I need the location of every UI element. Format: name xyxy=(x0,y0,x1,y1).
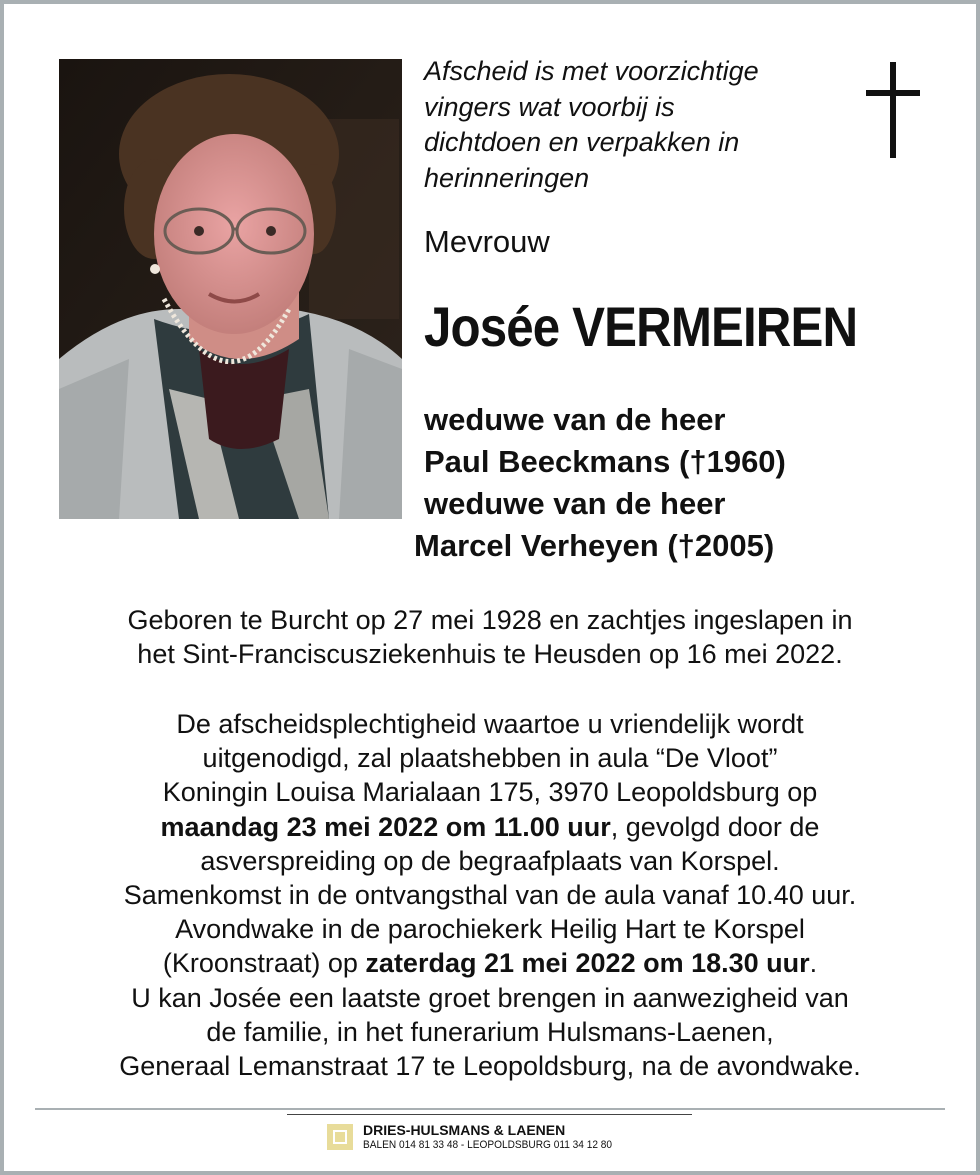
service-line: Avondwake in de parochiekerk Heilig Hart te Korspel xyxy=(175,914,805,945)
spouse-line: Paul Beeckmans (†1960) xyxy=(424,444,786,479)
service-line xyxy=(0,946,980,980)
cross-icon xyxy=(866,62,920,158)
poem-line: dichtdoen en verpakken in xyxy=(424,127,740,157)
service-line: De afscheidsplechtigheid waartoe u vriendelijk wordt xyxy=(176,709,804,739)
birth-line: Geboren te Burcht op 27 mei 1928 en zachtjes ingeslapen in xyxy=(127,605,853,635)
service-line: asverspreiding op de begraafplaats van Korspel. xyxy=(200,845,780,876)
service-text: . xyxy=(809,948,818,979)
service-text: (Kroonstraat) op xyxy=(162,948,366,979)
service-line: U kan Josée een laatste groet brengen in aanwezigheid van xyxy=(131,982,849,1013)
service-line: Samenkomst in de ontvangsthal van de aula vanaf 10.40 uur. xyxy=(123,880,857,911)
service-date: maandag 23 mei 2022 om 11.00 uur xyxy=(160,811,611,842)
poem xyxy=(424,54,844,196)
divider xyxy=(35,1108,945,1110)
service-line: de familie, in het funerarium Hulsmans-Laenen, xyxy=(206,1016,774,1047)
spouse-line: Marcel Verheyen (†2005) xyxy=(414,528,775,563)
poem-line: herinneringen xyxy=(424,162,590,193)
portrait-photo xyxy=(59,59,402,519)
poem-line: Afscheid is met voorzichtige xyxy=(424,56,759,86)
service-paragraph xyxy=(0,707,980,1083)
poem-line: vingers wat voorbij is xyxy=(424,91,675,122)
honorific: Mevrouw xyxy=(424,224,550,259)
service-text: , gevolgd door de xyxy=(610,811,820,842)
service-line: uitgenodigd, zal plaatshebben in aula “De Vloot” xyxy=(202,743,778,774)
funeral-home-footer xyxy=(287,1114,692,1159)
deceased-name: Josée VERMEIREN xyxy=(424,295,858,358)
service-line: Koningin Louisa Marialaan 175, 3970 Leopoldsburg op xyxy=(162,777,818,808)
funeral-home-name: DRIES-HULSMANS & LAENEN xyxy=(363,1122,566,1138)
service-line xyxy=(0,810,980,844)
service-line: Generaal Lemanstraat 17 te Leopoldsburg, na de avondwake. xyxy=(119,1051,861,1082)
birth-line: het Sint-Franciscusziekenhuis te Heusden op 16 mei 2022. xyxy=(137,639,843,669)
funeral-home-address: BALEN 014 81 33 48 - LEOPOLDSBURG 011 34 12 80 xyxy=(363,1139,613,1151)
birth-paragraph xyxy=(0,603,980,671)
spouse-line: weduwe van de heer xyxy=(424,402,726,437)
wake-date: zaterdag 21 mei 2022 om 18.30 uur xyxy=(365,948,810,979)
spouse-line: weduwe van de heer xyxy=(424,486,726,521)
funeral-home-logo-icon xyxy=(327,1124,353,1150)
